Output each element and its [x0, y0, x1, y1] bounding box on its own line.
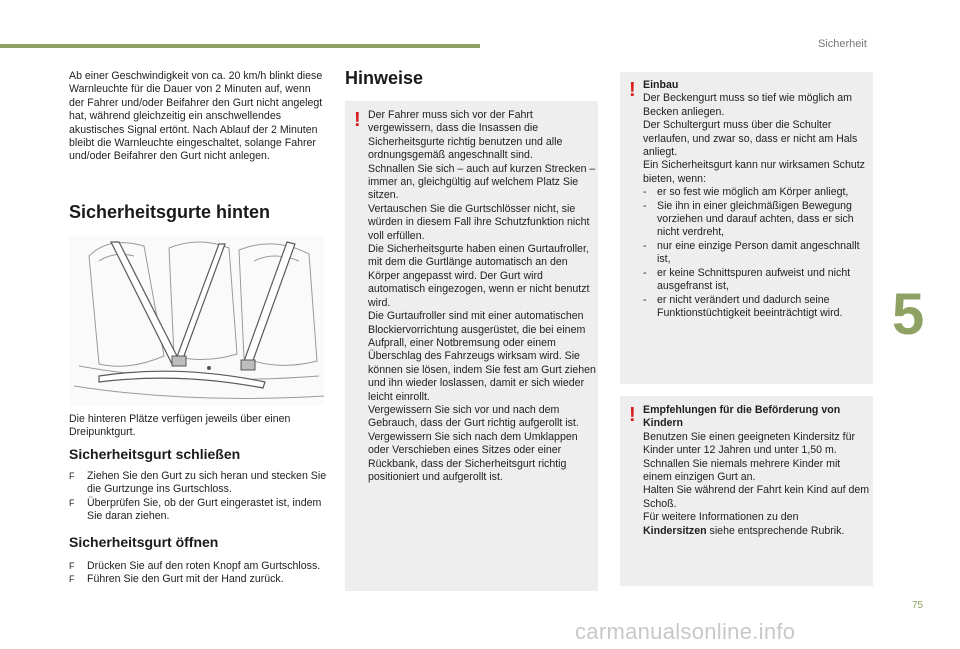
installation-conditions: [643, 186, 871, 320]
list-item: - er so fest wie möglich am Körper anliegt,: [643, 186, 849, 199]
list-item: F Führen Sie den Gurt mit der Hand zurück.: [69, 573, 284, 586]
list-item: - Sie ihn in einer gleichmäßigen Bewegung vorziehen und darauf achten, dass er sich nicht verdreht,: [643, 199, 854, 239]
close-belt-steps: [69, 470, 327, 524]
rear-belts-heading: Sicherheitsgurte hinten: [69, 202, 271, 222]
chapter-number: 5: [892, 282, 925, 347]
list-item: - nur eine einzige Person damit angeschnallt ist,: [643, 239, 860, 266]
children-text: Empfehlungen für die Beförderung von Kindern Benutzen Sie einen geeigneten Kindersitz für Kinder unter 12 Jahren und unter 1,50 m. Schnallen Sie niemals mehrere Kinder mit einem einzigen Gurt an. Halten Sie während der Fahrt kein Kind auf dem Schoß. Für weitere Informationen zu den Kindersitzen siehe entsprechende Rubrik.: [643, 404, 870, 537]
header-accent-bar: [0, 44, 480, 48]
installation-text: Einbau Der Beckengurt muss so tief wie möglich am Becken anliegen. Der Schultergurt muss über die Schulter verlaufen, und zwar so, dass er nicht am Hals anliegt. Ein Sicherheitsgurt kann nur wirksamen Schutz bieten, wenn: - er so fest wie möglich am Körper anliegt, - Sie ihn in einer gleichmäßigen Bewegung vorziehen und darauf achten, dass er sich nicht verdreht, - nur eine einzige Person damit angeschnallt ist, - er keine Schnittspuren aufweist und nicht ausgefranst ist, - er nicht verändert und dadurch seine Funktionstüchtigkeit beeinträchtigt wird.: [643, 79, 871, 320]
installation-box: [620, 72, 873, 384]
children-box: [620, 396, 873, 586]
rear-seat-drawing: [69, 236, 324, 406]
list-item: F Drücken Sie auf den roten Knopf am Gurtschloss.: [69, 560, 321, 572]
page-number: 75: [912, 600, 924, 611]
section-label: Sicherheit: [818, 38, 867, 50]
warning-icon: !: [629, 79, 636, 101]
list-item: F Ziehen Sie den Gurt zu sich heran und stecken Sie die Gurtzunge ins Gurtschloss.: [69, 470, 327, 496]
warning-icon: !: [354, 109, 361, 131]
rear-seat-belt-illustration: [69, 236, 324, 406]
warning-icon: !: [629, 404, 636, 426]
close-belt-heading: Sicherheitsgurt schließen: [69, 446, 241, 462]
watermark: carmanualsonline.info: [575, 619, 796, 644]
notes-heading: Hinweise: [345, 68, 424, 88]
installation-title: Einbau: [643, 79, 679, 91]
child-seats-ref[interactable]: Kindersitzen: [643, 524, 707, 537]
bullet-marker: F: [69, 561, 75, 571]
notes-text: Der Fahrer muss sich vor der Fahrt vergewissern, dass die Insassen die Sicherheitsgurte richtig benutzen und alle ordnungsgemäß angeschnallt sind. Schnallen Sie sich – auch auf kurzen Strecken – immer an, gleichgültig auf welchem Platz Sie sitzen. Vertauschen Sie die Gurtschlösser nicht, sie würden in diesem Fall ihre Schutzfunktion nicht voll erfüllen. Die Sicherheitsgurte haben einen Gurtaufroller, mit dem die Gurtlänge automatisch an den Körper angepasst wird. Der Gurt wird automatisch eingezogen, wenn er nicht benutzt wird. Die Gurtaufroller sind mit einer automatischen Blockiervorrichtung ausgerüstet, die bei einem Aufprall, einer Notbremsung oder einem Überschlag des Fahrzeugs wirksam wird. Sie können sie lösen, indem Sie fest am Gurt ziehen und ihn wieder loslassen, damit er sich wieder leicht einrollt. Vergewissern Sie sich vor und nach dem Gebrauch, dass der Gurt richtig aufgerollt ist. Vergewissern Sie sich nach dem Umklappen oder Verschieben eines Sitzes oder einer Rückbank, dass der Sicherheitsgurt richtig positioniert und aufgerollt ist.: [368, 109, 596, 483]
intro-paragraph: Ab einer Geschwindigkeit von ca. 20 km/h blinkt diese Warnleuchte für die Dauer von 2 Minuten auf, wenn der Fahrer und/oder Beifahrer den Gurt nicht angelegt hat, während gleichzeitig ein anschwellendes akustisches Signal ertönt. Nach Ablauf der 2 Minuten bleibt die Warnleuchte eingeschaltet, solange Fahrer und/oder Beifahrer den Gurt nicht anlegen.: [69, 70, 323, 163]
notes-box: [345, 101, 598, 591]
list-item: - er nicht verändert und dadurch seine Funktionstüchtigkeit beeinträchtigt wird.: [643, 293, 843, 319]
children-title: Empfehlungen für die Beförderung von Kindern: [643, 404, 841, 430]
bullet-marker: F: [69, 497, 75, 508]
open-belt-heading: Sicherheitsgurt öffnen: [69, 534, 219, 550]
bullet-marker: F: [69, 574, 75, 585]
bullet-marker: F: [69, 471, 75, 481]
figure-caption: Die hinteren Plätze verfügen jeweils über einen Dreipunktgurt.: [69, 413, 291, 439]
list-item: - er keine Schnittspuren aufweist und nicht ausgefranst ist,: [643, 266, 851, 293]
open-belt-steps: [69, 560, 327, 587]
list-item: F Überprüfen Sie, ob der Gurt eingerastet ist, indem Sie daran ziehen.: [69, 496, 322, 523]
